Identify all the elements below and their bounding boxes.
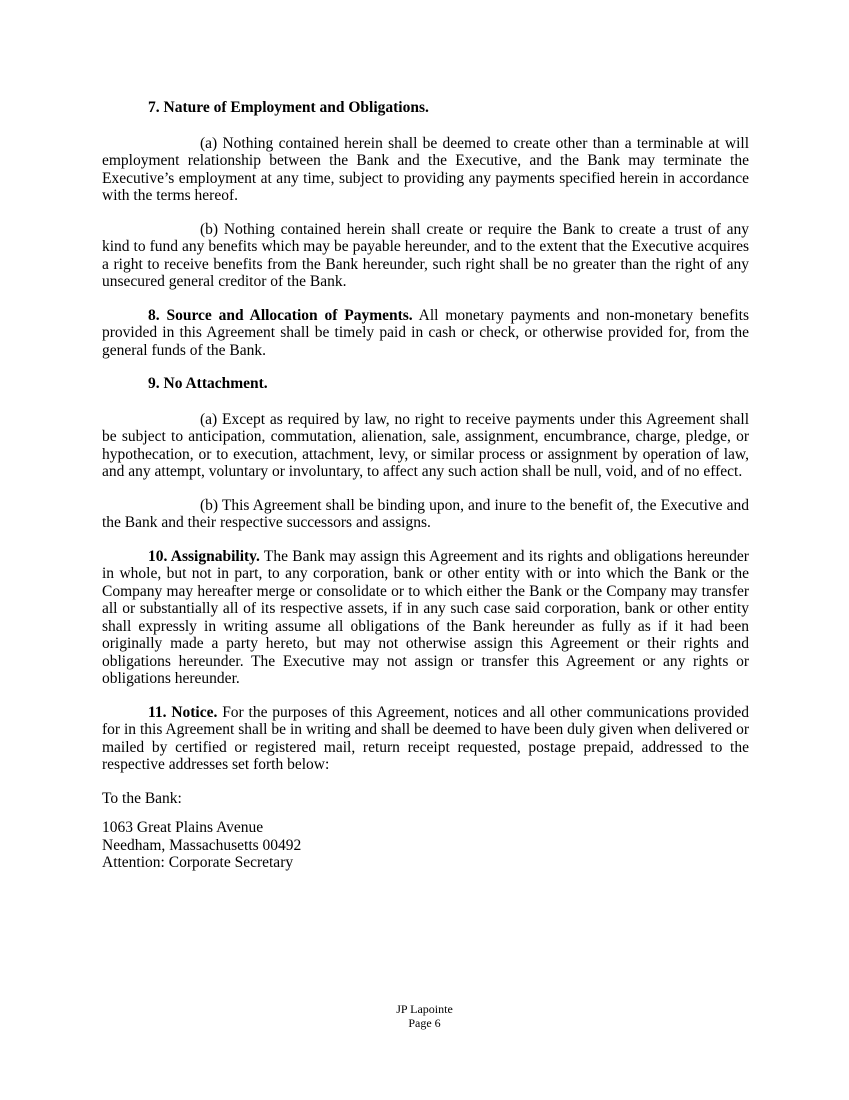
section-10-paragraph bbox=[102, 548, 749, 688]
footer-name: JP Lapointe bbox=[396, 1002, 453, 1016]
section-10-text: The Bank may assign this Agreement and its rights and obligations hereunder in whole, but not in part, to any corporation, bank or other entity with or into which the Bank or the Company may hereafter merge or consolidate or to which either the Bank or the Company may transfer all or substantially all of its respective assets, if in any such case said corporation, bank or other entity shall expressly in writing assume all obligations of the Bank hereunder as fully as if it had been originally made a party hereto, but may not otherwise assign this Agreement or their rights and obligations hereunder. The Executive may not assign or transfer this Agreement or any rights or obligations hereunder. bbox=[102, 547, 749, 687]
footer-page-number: Page 6 bbox=[408, 1016, 441, 1030]
section-9b-paragraph: (b) This Agreement shall be binding upon, and inure to the benefit of, the Executive and the Bank and their respective successors and assigns. bbox=[102, 496, 749, 531]
section-11-text: For the purposes of this Agreement, notices and all other communications provided for in this Agreement shall be in writing and shall be deemed to have been duly given when delivered or mailed by certified or registered mail, return receipt requested, postage prepaid, addressed to the respective addresses set forth below: bbox=[102, 703, 749, 773]
section-9a-paragraph: (a) Except as required by law, no right to receive payments under this Agreement shall be subject to anticipation, commutation, alienation, sale, assignment, encumbrance, charge, pledge, or hypothecation, or to execution, attachment, levy, or similar process or assignment by operation of law, and any attempt, voluntary or involuntary, to affect any such action shall be null, void, and of no effect. bbox=[102, 410, 749, 480]
page-footer bbox=[0, 1002, 849, 1030]
section-11-heading: 11. Notice. bbox=[148, 703, 218, 721]
section-11-paragraph bbox=[102, 704, 749, 774]
document-page bbox=[102, 99, 749, 872]
section-9-heading: 9. No Attachment. bbox=[148, 375, 268, 392]
bank-address-block bbox=[102, 819, 749, 872]
to-the-bank-label: To the Bank: bbox=[102, 789, 182, 807]
section-7b-paragraph: (b) Nothing contained herein shall create or require the Bank to create a trust of any kind to fund any benefits which may be payable hereunder, and to the extent that the Executive acquires a right to receive benefits from the Bank hereunder, such right shall be no greater than the right of any unsecured general creditor of the Bank. bbox=[102, 220, 749, 290]
section-7-heading: 7. Nature of Employment and Obligations. bbox=[148, 99, 429, 116]
section-7a-paragraph: (a) Nothing contained herein shall be deemed to create other than a terminable at will employment relationship between the Bank and the Executive, and the Bank may terminate the Executive’s employment at any time, subject to providing any payments specified herein in accordance with the terms hereof. bbox=[102, 134, 749, 204]
section-8-paragraph bbox=[102, 307, 749, 360]
address-line-3: Attention: Corporate Secretary bbox=[102, 854, 294, 871]
address-line-2: Needham, Massachusetts 00492 bbox=[102, 836, 302, 854]
section-8-text: All monetary payments and non-monetary benefits provided in this Agreement shall be timely paid in cash or check, or otherwise provided for, from the general funds of the Bank. bbox=[102, 306, 749, 359]
address-line-1: 1063 Great Plains Avenue bbox=[102, 819, 264, 836]
section-10-heading: 10. Assignability. bbox=[148, 547, 260, 565]
section-8-heading: 8. Source and Allocation of Payments. bbox=[148, 306, 413, 324]
